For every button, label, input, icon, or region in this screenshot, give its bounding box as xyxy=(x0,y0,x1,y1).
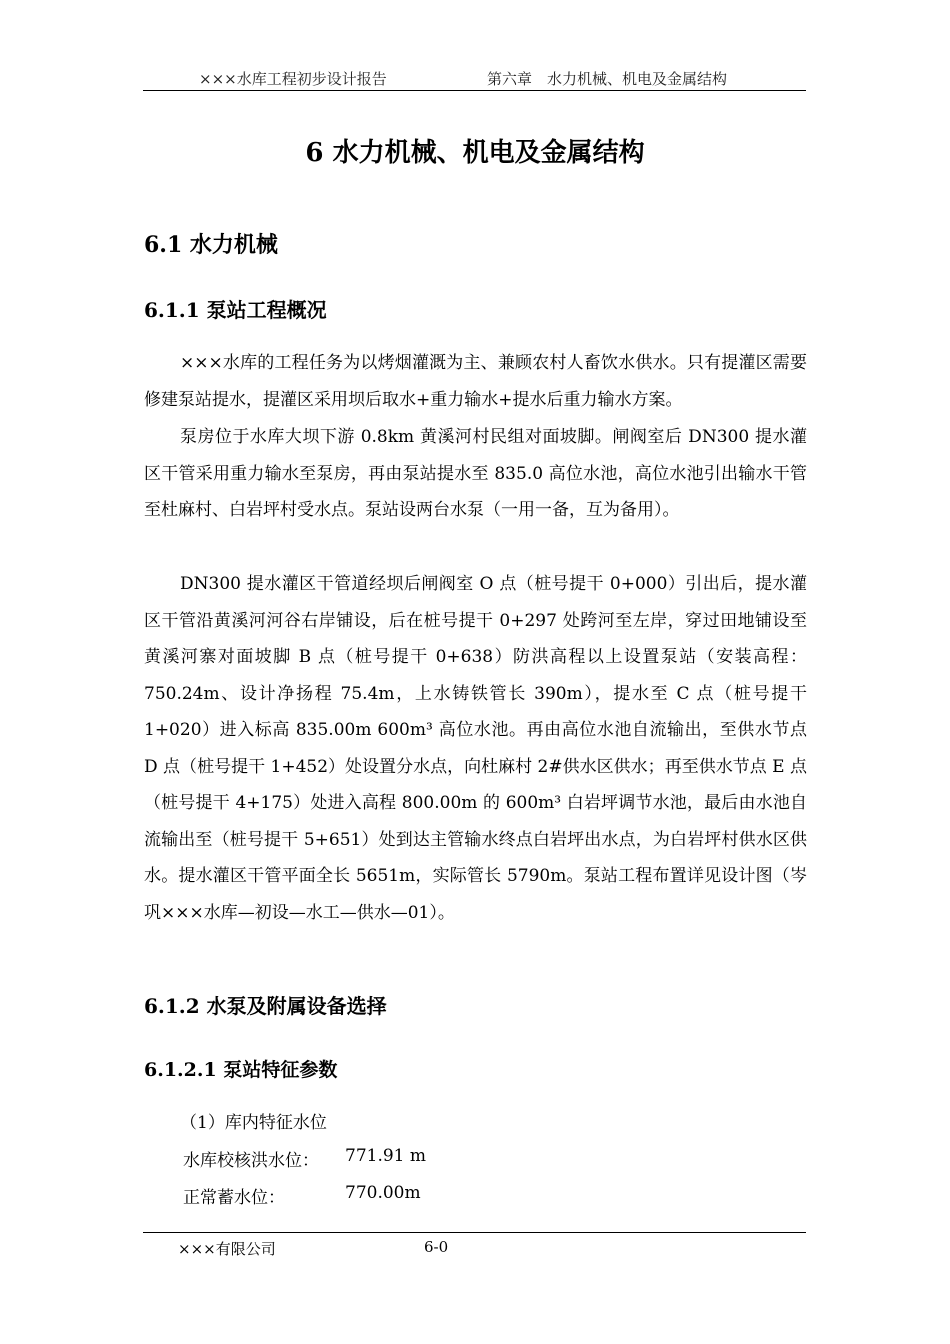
section-heading-6-1-2: 6.1.2 水泵及附属设备选择 xyxy=(144,994,387,1018)
normal-level-label: 正常蓄水位： xyxy=(183,1188,285,1208)
list-item-water-levels: （1）库内特征水位 xyxy=(180,1113,327,1133)
header-report-title: ×××水库工程初步设计报告 xyxy=(199,70,387,88)
check-flood-level-value: 771.91 m xyxy=(345,1146,427,1166)
footer-page-number: 6-0 xyxy=(424,1238,449,1256)
section-heading-6-1-1: 6.1.1 泵站工程概况 xyxy=(144,298,327,322)
paragraph-pipeline: DN300 提水灌区干管道经坝后闸阀室 O 点（桩号提干 0+000）引出后，提水灌区干管沿黄溪河河谷右岸铺设，后在桩号提干 0+297 处跨河至左岸，穿过田地铺设至黄溪河寨对面坡脚 B 点（桩号提干 0+638）防洪高程以上设置泵站（安装高程：750.24m、设计净扬程 75.4m，上水铸铁管长 390m），提水至 C 点（桩号提干 1+020）进入标高 835.00m 600m³ 高位水池。再由高位水池自流输出，至供水节点 D 点（桩号提干 1+452）处设置分水点，向杜麻村 2#供水区供水；再至供水节点 E 点（桩号提干 4+175）处进入高程 800.00m 的 600m³ 白岩坪调节水池，最后由水池自流输出至（桩号提干 5+651）处到达主管输水终点白岩坪出水点，为白岩坪村供水区供水。提水灌区干管平面全长 5651m，实际管长 5790m。泵站工程布置详见设计图（岑巩×××水库—初设—水工—供水—01）。 xyxy=(144,574,807,923)
header-chapter-title: 第六章 水力机械、机电及金属结构 xyxy=(487,70,728,88)
check-flood-level-label: 水库校核洪水位： xyxy=(183,1151,319,1171)
normal-level-value: 770.00m xyxy=(345,1183,421,1203)
section-heading-6-1: 6.1 水力机械 xyxy=(144,232,278,258)
footer-company: ×××有限公司 xyxy=(178,1240,276,1258)
paragraph-overview: ×××水库的工程任务为以烤烟灌溉为主、兼顾农村人畜饮水供水。只有提灌区需要修建泵站提水，提灌区采用坝后取水+重力输水+提水后重力输水方案。 xyxy=(144,353,807,410)
page-header xyxy=(143,66,806,91)
chapter-title: 6 水力机械、机电及金属结构 xyxy=(305,138,645,168)
footer-divider xyxy=(143,1232,806,1233)
section-heading-6-1-2-1: 6.1.2.1 泵站特征参数 xyxy=(144,1059,338,1081)
paragraph-pump-house: 泵房位于水库大坝下游 0.8km 黄溪河村民组对面坡脚。闸阀室后 DN300 提水灌区干管采用重力输水至泵房，再由泵站提水至 835.0 高位水池，高位水池引出输水干管至杜麻村、白岩坪村受水点。泵站设两台水泵（一用一备，互为备用）。 xyxy=(144,427,807,520)
